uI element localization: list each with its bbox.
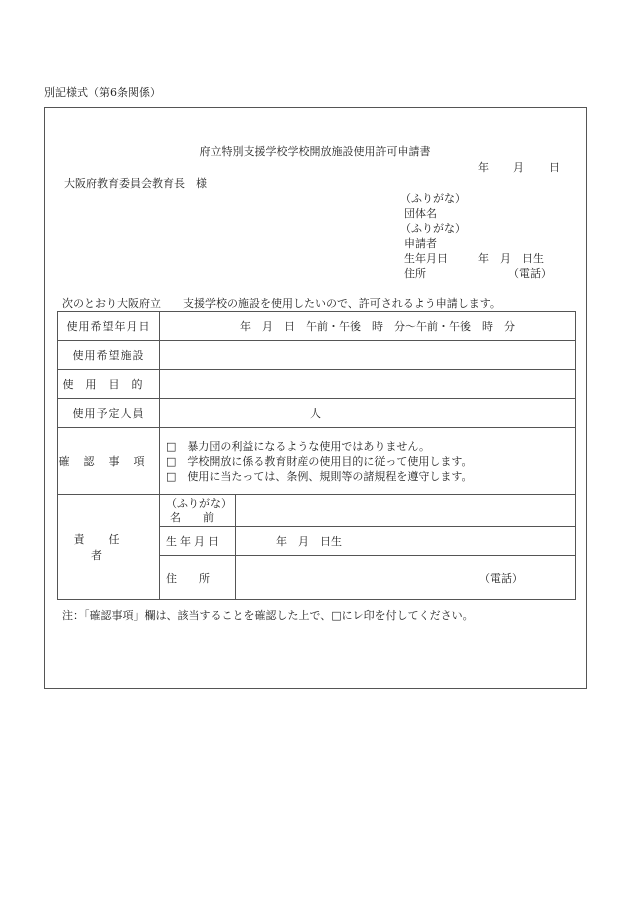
responsible-label: 責任者 <box>58 495 160 600</box>
table-row <box>58 312 576 341</box>
applicant-birth-label: 生年月日 <box>404 252 448 265</box>
applicant-furigana-1: （ふりがな） <box>400 192 466 205</box>
applicant-phone-label: （電話） <box>508 267 552 280</box>
form-title: 府立特別支援学校学校開放施設使用許可申請書 <box>199 145 431 158</box>
form-number-label: 別記様式（第6条関係） <box>44 86 161 99</box>
resp-birth-field[interactable]: 年 月 日生 <box>236 527 576 556</box>
table-row <box>58 370 576 399</box>
date-day-label: 日 <box>549 161 560 174</box>
confirmation-items <box>160 428 576 495</box>
confirm-item-3[interactable]: □ 使用に当たっては、条例、規則等の諸規程を遵守します。 <box>166 469 473 483</box>
usage-date-label: 使用希望年月日 <box>58 312 160 341</box>
attendees-field[interactable]: 人 <box>160 399 576 428</box>
date-month-label: 月 <box>513 161 524 174</box>
table-row <box>58 341 576 370</box>
resp-address-label: 住 所 <box>160 556 236 600</box>
date-year-label: 年 <box>478 161 489 174</box>
resp-name-label-cell <box>160 495 236 527</box>
applicant-label: 申請者 <box>404 237 437 250</box>
resp-furigana-label: （ふりがな） <box>166 496 232 510</box>
resp-address-field[interactable]: （電話） <box>236 556 576 600</box>
addressee: 大阪府教育委員会教育長 様 <box>64 177 207 190</box>
group-name-label: 団体名 <box>404 207 437 220</box>
table-row <box>58 428 576 495</box>
confirmation-label: 確認事項 <box>58 428 160 495</box>
confirm-item-2[interactable]: □ 学校開放に係る教育財産の使用目的に従って使用します。 <box>166 454 473 468</box>
usage-date-field[interactable]: 年 月 日 午前・午後 時 分〜午前・午後 時 分 <box>160 312 576 341</box>
facility-label: 使用希望施設 <box>58 341 160 370</box>
confirm-item-1[interactable]: □ 暴力団の利益になるような使用ではありません。 <box>166 439 431 453</box>
intro-sentence: 次のとおり大阪府立 支援学校の施設を使用したいので、許可されるよう申請します。 <box>62 297 501 310</box>
applicant-furigana-2: （ふりがな） <box>400 222 466 235</box>
footnote: 注：「確認事項」欄は、該当することを確認した上で、□にレ印を付してください。 <box>62 609 474 622</box>
applicant-birth-value: 年 月 日生 <box>478 252 544 265</box>
table-row <box>58 399 576 428</box>
facility-field[interactable] <box>160 341 576 370</box>
table-row <box>58 495 576 527</box>
resp-birth-label: 生年月日 <box>160 527 236 556</box>
attendees-label: 使用予定人員 <box>58 399 160 428</box>
resp-name-label: 名 前 <box>170 510 214 524</box>
application-table <box>57 311 576 600</box>
resp-name-field[interactable] <box>236 495 576 527</box>
purpose-label: 使用目的 <box>58 370 160 399</box>
purpose-field[interactable] <box>160 370 576 399</box>
applicant-address-label: 住所 <box>404 267 426 280</box>
